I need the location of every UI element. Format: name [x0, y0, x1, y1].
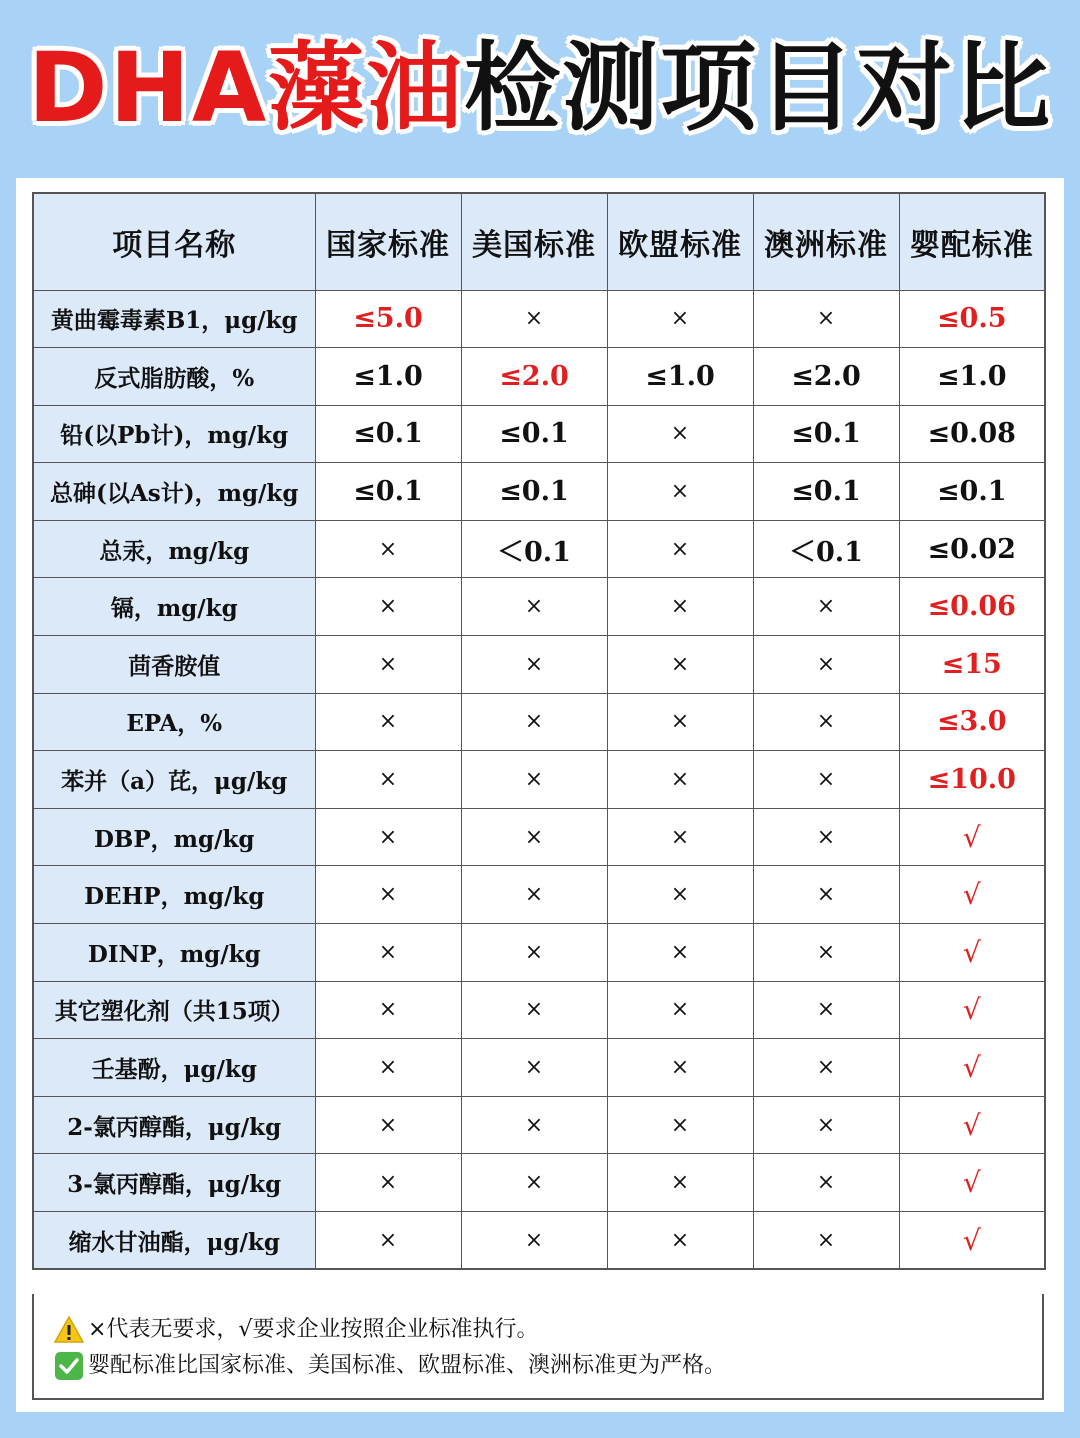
table-row — [33, 636, 1045, 694]
table-cell: × — [461, 924, 607, 982]
table-cell: ≤10.0 — [899, 751, 1045, 809]
row-item-name: 其它塑化剂（共15项） — [33, 981, 315, 1039]
table-cell: ≤5.0 — [315, 290, 461, 348]
table-cell: × — [753, 1096, 899, 1154]
row-item-name: DEHP，mg/kg — [33, 866, 315, 924]
table-cell: × — [753, 924, 899, 982]
table-cell: × — [315, 808, 461, 866]
row-item-name: 缩水甘油酯，μg/kg — [33, 1212, 315, 1270]
note-line-2 — [54, 1348, 1042, 1384]
table-cell: ≤2.0 — [461, 348, 607, 406]
table-cell: × — [315, 981, 461, 1039]
table-cell: ≤15 — [899, 636, 1045, 694]
table-cell: × — [753, 1154, 899, 1212]
table-cell: ≤0.1 — [461, 405, 607, 463]
table-cell: × — [753, 808, 899, 866]
table-row — [33, 924, 1045, 982]
table-cell: × — [315, 1039, 461, 1097]
table-cell: √ — [899, 1212, 1045, 1270]
table-cell: ≤1.0 — [607, 348, 753, 406]
table-cell: × — [461, 866, 607, 924]
table-cell: × — [753, 290, 899, 348]
table-cell: × — [753, 751, 899, 809]
table-cell: × — [461, 981, 607, 1039]
table-cell: × — [607, 693, 753, 751]
header-item-name: 项目名称 — [33, 193, 315, 290]
table-row — [33, 463, 1045, 521]
table-cell: ≤0.5 — [899, 290, 1045, 348]
table-cell: ≤2.0 — [753, 348, 899, 406]
table-cell: ≤0.02 — [899, 520, 1045, 578]
table-row — [33, 751, 1045, 809]
table-cell: × — [461, 1039, 607, 1097]
table-row — [33, 1096, 1045, 1154]
page-title — [0, 18, 1080, 158]
table-cell: × — [315, 520, 461, 578]
table-row — [33, 1039, 1045, 1097]
table-cell: × — [753, 693, 899, 751]
table-row — [33, 1212, 1045, 1270]
table-cell: × — [461, 636, 607, 694]
row-item-name: 镉，mg/kg — [33, 578, 315, 636]
title-main: 检测项目对比 — [464, 32, 1053, 144]
row-item-name: 苯并（a）芘，μg/kg — [33, 751, 315, 809]
row-item-name: 铅(以Pb计)，mg/kg — [33, 405, 315, 463]
table-cell: × — [607, 636, 753, 694]
table-row — [33, 348, 1045, 406]
table-cell: ≤0.1 — [753, 463, 899, 521]
table-cell: ≤0.06 — [899, 578, 1045, 636]
table-row — [33, 290, 1045, 348]
table-cell: × — [753, 981, 899, 1039]
table-cell: ≤0.1 — [315, 463, 461, 521]
table-cell: √ — [899, 1154, 1045, 1212]
table-cell: ＜0.1 — [461, 520, 607, 578]
table-cell: × — [461, 1212, 607, 1270]
note-text-2: 婴配标准比国家标准、美国标准、欧盟标准、澳洲标准更为严格。 — [88, 1353, 727, 1378]
table-cell: × — [607, 463, 753, 521]
table-cell: √ — [899, 924, 1045, 982]
table-row — [33, 981, 1045, 1039]
notes-box — [32, 1294, 1044, 1400]
table-cell: √ — [899, 808, 1045, 866]
table-cell: × — [607, 405, 753, 463]
table-cell: × — [461, 751, 607, 809]
table-cell: √ — [899, 866, 1045, 924]
table-row — [33, 808, 1045, 866]
table-cell: ≤1.0 — [899, 348, 1045, 406]
table-row — [33, 1154, 1045, 1212]
row-item-name: DINP，mg/kg — [33, 924, 315, 982]
table-cell: × — [315, 636, 461, 694]
header-infant-formula-standard: 婴配标准 — [899, 193, 1045, 290]
comparison-table — [32, 192, 1046, 1270]
table-cell: ≤0.1 — [461, 463, 607, 521]
table-cell: × — [607, 808, 753, 866]
table-cell: × — [315, 1212, 461, 1270]
table-cell: × — [607, 1154, 753, 1212]
row-item-name: 壬基酚，μg/kg — [33, 1039, 315, 1097]
table-cell: × — [753, 578, 899, 636]
table-cell: × — [607, 578, 753, 636]
header-national-standard: 国家标准 — [315, 193, 461, 290]
table-cell: × — [607, 866, 753, 924]
table-cell: × — [315, 866, 461, 924]
table-cell: × — [315, 924, 461, 982]
table-cell: × — [753, 1212, 899, 1270]
check-box-icon — [54, 1351, 84, 1381]
table-row — [33, 693, 1045, 751]
table-header-row — [33, 193, 1045, 290]
table-cell: × — [461, 808, 607, 866]
row-item-name: 2-氯丙醇酯，μg/kg — [33, 1096, 315, 1154]
header-australia-standard: 澳洲标准 — [753, 193, 899, 290]
comparison-card — [16, 178, 1064, 1412]
note-line-1 — [54, 1312, 1042, 1348]
table-cell: × — [461, 290, 607, 348]
table-cell: ≤0.1 — [315, 405, 461, 463]
table-cell: × — [461, 578, 607, 636]
table-cell: ≤3.0 — [899, 693, 1045, 751]
table-cell: × — [753, 1039, 899, 1097]
table-row — [33, 520, 1045, 578]
row-item-name: 茴香胺值 — [33, 636, 315, 694]
table-cell: ＜0.1 — [753, 520, 899, 578]
table-body — [33, 290, 1045, 1269]
table-cell: × — [607, 520, 753, 578]
table-cell: × — [315, 1096, 461, 1154]
table-cell: ≤0.1 — [899, 463, 1045, 521]
row-item-name: 反式脂肪酸，% — [33, 348, 315, 406]
table-cell: × — [607, 1039, 753, 1097]
table-cell: × — [315, 693, 461, 751]
table-cell: × — [607, 1096, 753, 1154]
table-cell: ≤0.08 — [899, 405, 1045, 463]
table-cell: ≤0.1 — [753, 405, 899, 463]
note-text-1: ×代表无要求，√要求企业按照企业标准执行。 — [88, 1317, 539, 1342]
table-cell: × — [461, 693, 607, 751]
table-cell: × — [753, 636, 899, 694]
row-item-name: 总砷(以As计)，mg/kg — [33, 463, 315, 521]
row-item-name: 黄曲霉毒素B1，μg/kg — [33, 290, 315, 348]
table-cell: √ — [899, 1039, 1045, 1097]
table-cell: × — [607, 751, 753, 809]
table-cell: × — [461, 1096, 607, 1154]
table-cell: × — [315, 1154, 461, 1212]
row-item-name: EPA，% — [33, 693, 315, 751]
table-row — [33, 578, 1045, 636]
table-cell: √ — [899, 981, 1045, 1039]
row-item-name: DBP，mg/kg — [33, 808, 315, 866]
table-cell: × — [315, 578, 461, 636]
table-cell: × — [753, 866, 899, 924]
row-item-name: 总汞，mg/kg — [33, 520, 315, 578]
table-cell: √ — [899, 1096, 1045, 1154]
table-row — [33, 866, 1045, 924]
header-us-standard: 美国标准 — [461, 193, 607, 290]
warning-icon — [54, 1315, 84, 1345]
row-item-name: 3-氯丙醇酯，μg/kg — [33, 1154, 315, 1212]
title-highlight: DHA藻油 — [27, 32, 465, 144]
table-cell: × — [607, 924, 753, 982]
table-cell: × — [607, 290, 753, 348]
table-cell: × — [461, 1154, 607, 1212]
table-cell: ≤1.0 — [315, 348, 461, 406]
table-cell: × — [607, 981, 753, 1039]
table-cell: × — [315, 751, 461, 809]
header-eu-standard: 欧盟标准 — [607, 193, 753, 290]
table-row — [33, 405, 1045, 463]
table-cell: × — [607, 1212, 753, 1270]
